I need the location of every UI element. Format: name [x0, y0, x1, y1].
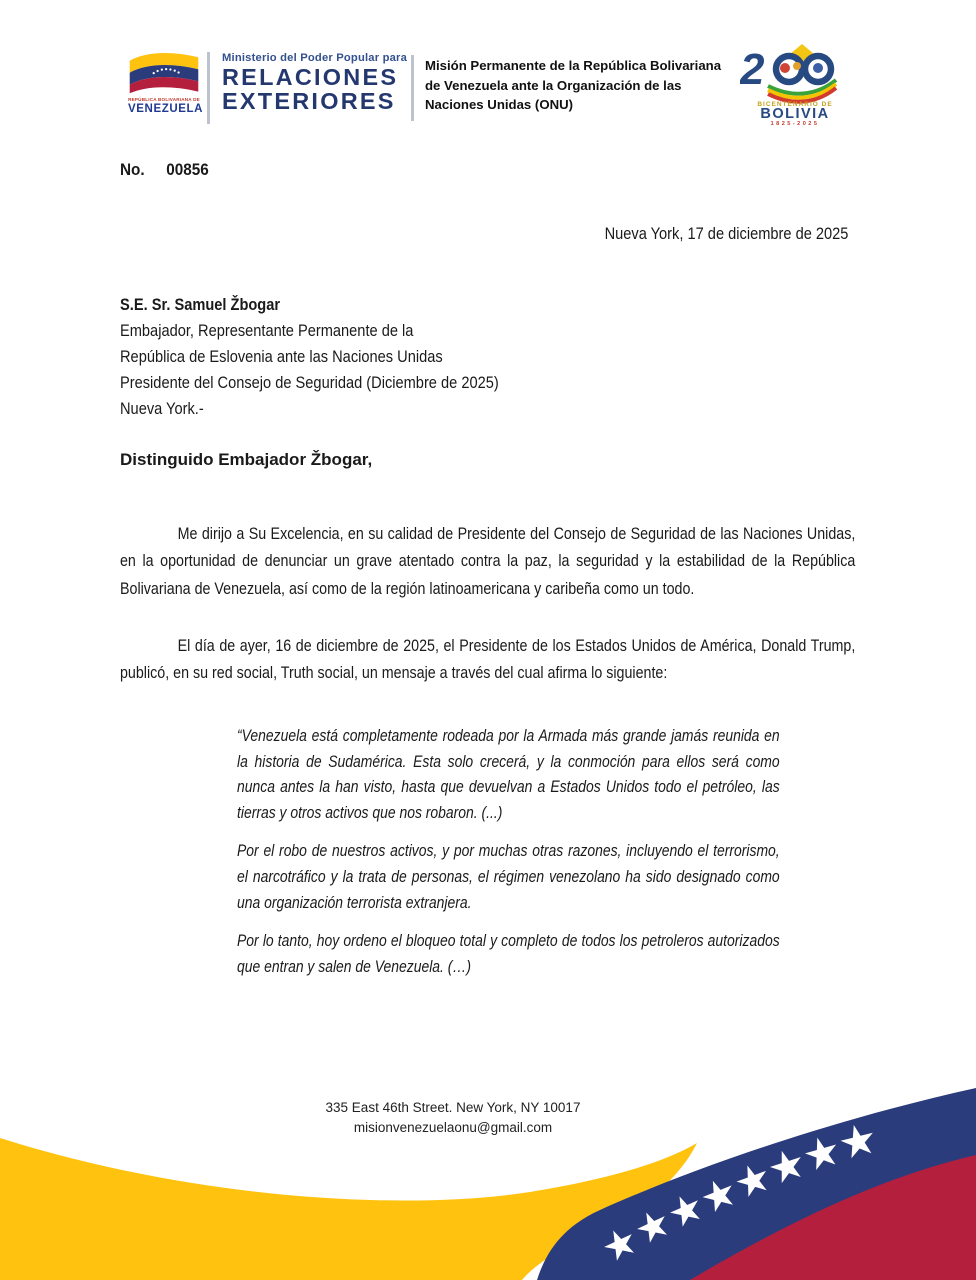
- bicentennial-number-2: 2: [740, 45, 765, 94]
- emblem-caption-small: REPÚBLICA BOLIVARIANA DE: [128, 97, 200, 102]
- venezuela-flag-wave-graphic: [0, 1070, 976, 1280]
- addressee-line-1: Embajador, Representante Permanente de la: [120, 321, 414, 340]
- reference-line: [120, 160, 209, 180]
- quote-paragraph-2: Por el robo de nuestros activos, y por muchas otras razones, incluyendo el terrorismo, el narcotráfico y la trata de personas, el régimen venezolano ha sido designado como una organización terrorista extranjera.: [237, 842, 780, 912]
- body-paragraph-1: Me dirijo a Su Excelencia, en su calidad de Presidente del Consejo de Seguridad de las Naciones Unidas, en la oportunidad de denunciar un grave atentado contra la paz, la seguridad y la estabilidad de la República Bolivariana de Venezuela, así como de la región latinoamericana y caribeña como un todo.: [120, 524, 856, 598]
- mission-name: [425, 56, 730, 115]
- ministry-logotype: [222, 52, 407, 113]
- venezuela-flag-icon: [128, 48, 200, 94]
- bicentennial-years: 1825-2025: [770, 121, 820, 126]
- salutation: Distinguido Embajador Žbogar,: [120, 450, 373, 469]
- addressee-line-2: República de Eslovenia ante las Naciones Unidas: [120, 347, 443, 366]
- addressee-line-4: Nueva York.-: [120, 399, 204, 418]
- bicentennial-overline: BICENTENARIO DE: [757, 101, 833, 108]
- dateline: Nueva York, 17 de diciembre de 2025: [604, 224, 849, 243]
- ministry-overline: Ministerio del Poder Popular para: [222, 52, 408, 64]
- reference-label: No.: [120, 160, 145, 179]
- header-divider-right: [411, 55, 414, 121]
- header-divider-left: [207, 52, 210, 124]
- footer-email: misionvenezuelaonu@gmail.com: [353, 1120, 553, 1135]
- bolivia-bicentennial-logo: [740, 42, 844, 131]
- bicentennial-title: BOLIVIA: [760, 106, 830, 122]
- mission-line-3: Naciones Unidas (ONU): [425, 97, 574, 112]
- body-paragraph-2: El día de ayer, 16 de diciembre de 2025, el Presidente de los Estados Unidos de América, Donald Trump, publicó, en su red social, Truth social, un mensaje a través del cual afirma lo siguiente:: [120, 636, 856, 683]
- venezuela-emblem: [128, 48, 204, 115]
- addressee-line-3: Presidente del Consejo de Seguridad (Diciembre de 2025): [120, 373, 499, 392]
- addressee-block: [120, 292, 855, 422]
- bolivia-200-icon: [740, 42, 844, 126]
- quote-block: [237, 724, 780, 993]
- addressee-name: S.E. Sr. Samuel Žbogar: [120, 295, 281, 314]
- ministry-title-line1: RELACIONES: [222, 64, 399, 90]
- reference-number: 00856: [166, 160, 209, 179]
- mission-line-1: Misión Permanente de la República Bolivariana: [425, 58, 722, 73]
- mission-line-2: de Venezuela ante la Organización de las: [425, 77, 682, 93]
- footer-address: 335 East 46th Street. New York, NY 10017: [325, 1100, 581, 1115]
- quote-paragraph-3: Por lo tanto, hoy ordeno el bloqueo total y completo de todos los petroleros autorizados que entran y salen de Venezuela. (…): [237, 932, 780, 976]
- quote-paragraph-1: “Venezuela está completamente rodeada por la Armada más grande jamás reunida en la historia de Sudamérica. Esta solo crecerá, y la conmoción para ellos será como nunca antes la han visto, hasta que devuelvan a Estados Unidos todo el petróleo, las tierras y otros activos que nos robaron. (...): [237, 727, 780, 822]
- emblem-caption: VENEZUELA: [128, 103, 204, 115]
- ministry-title-line2: EXTERIORES: [222, 88, 396, 114]
